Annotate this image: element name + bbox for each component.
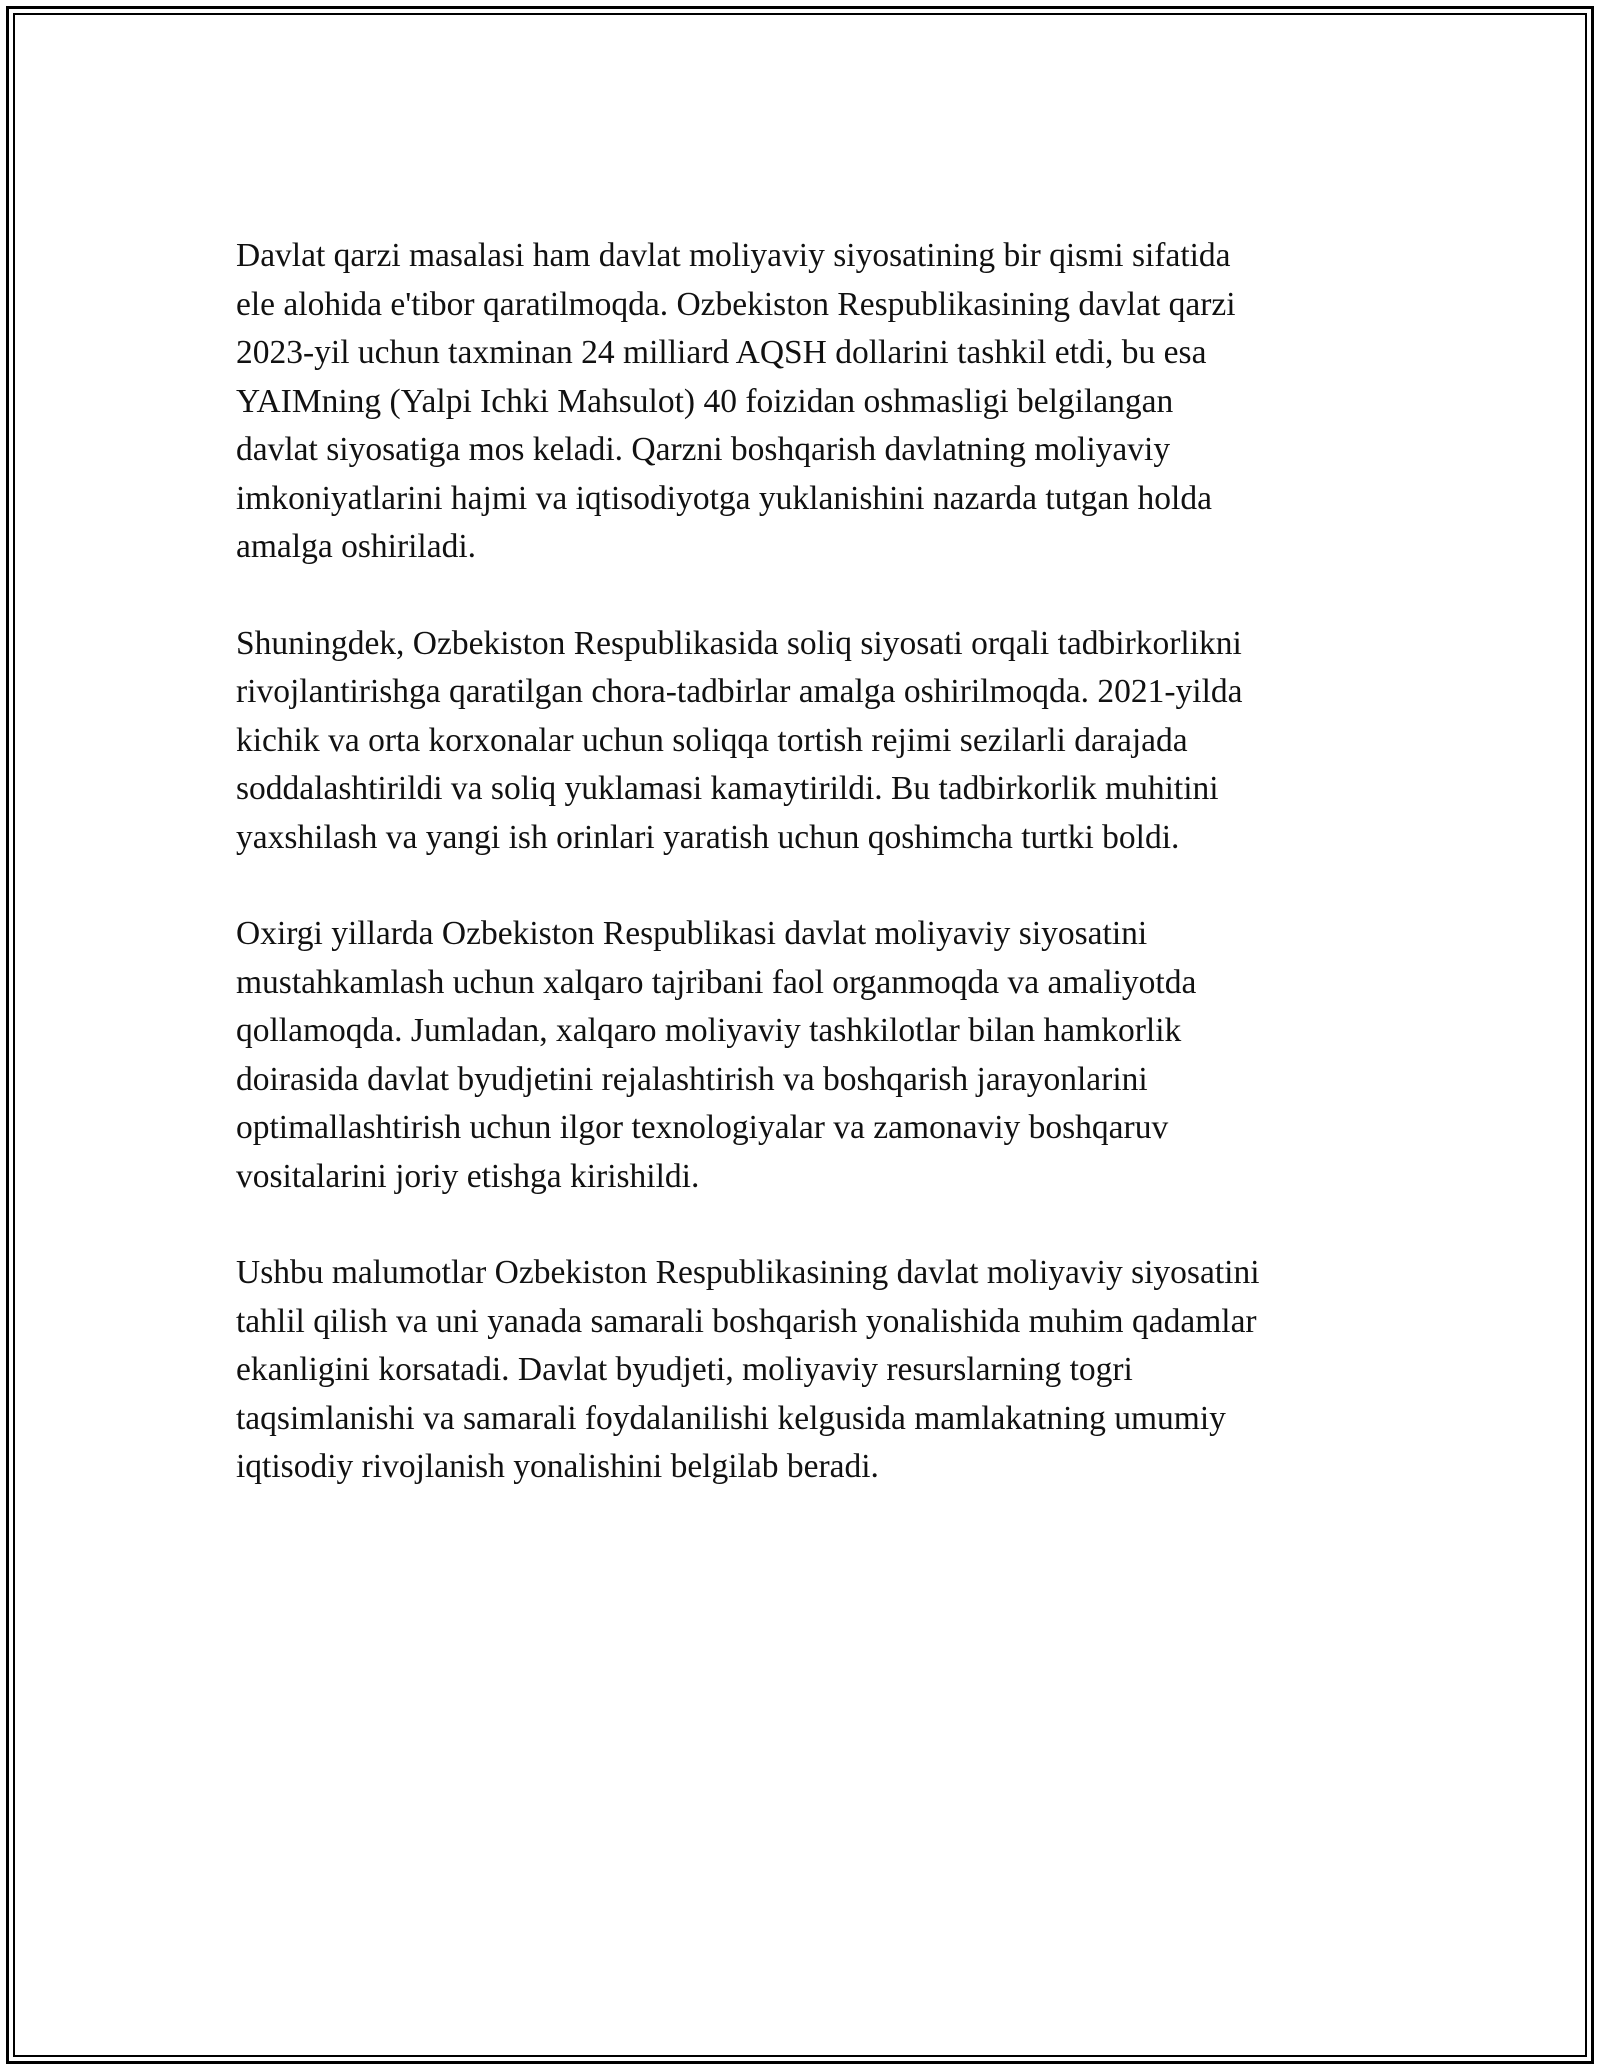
text-line: tahlil qilish va uni yanada samarali boshqarish yonalishida muhim qadamlar xyxy=(236,1302,1257,1340)
paragraph-public-debt xyxy=(236,232,1386,572)
text-line: optimallashtirish uchun ilgor texnologiyalar va zamonaviy boshqaruv xyxy=(236,1109,1169,1146)
text-line: taqsimlanishi va samarali foydalanilishi kelgusida mamlakatning umumiy xyxy=(236,1399,1226,1437)
text-line: 2023-yil uchun taxminan 24 milliard AQSH dollarini tashkil etdi, bu esa xyxy=(236,334,1207,371)
text-line: davlat siyosatiga mos keladi. Qarzni boshqarish davlatning moliyaviy xyxy=(236,431,1171,468)
paragraph-international-experience xyxy=(236,910,1386,1201)
text-line: soddalashtirildi va soliq yuklamasi kamaytirildi. Bu tadbirkorlik muhitini xyxy=(236,770,1219,807)
text-line: iqtisodiy rivojlanish yonalishini belgilab beradi. xyxy=(236,1448,879,1485)
text-line: Oxirgi yillarda Ozbekiston Respublikasi davlat moliyaviy siyosatini xyxy=(236,915,1148,952)
text-line: YAIMning (Yalpi Ichki Mahsulot) 40 foizidan oshmasligi belgilangan xyxy=(236,382,1174,420)
text-line: Shuningdek, Ozbekiston Respublikasida soliq siyosati orqali tadbirkorlikni xyxy=(236,624,1242,662)
text-line: rivojlantirishga qaratilgan chora-tadbirlar amalga oshirilmoqda. 2021-yilda xyxy=(236,673,1243,710)
text-line: ele alohida e'tibor qaratilmoqda. Ozbekiston Respublikasining davlat qarzi xyxy=(236,285,1236,323)
paragraph-conclusion xyxy=(236,1249,1386,1492)
text-line: imkoniyatlarini hajmi va iqtisodiyotga yuklanishini nazarda tutgan holda xyxy=(236,479,1212,517)
text-line: ekanligini korsatadi. Davlat byudjeti, moliyaviy resurslarning togri xyxy=(236,1351,1133,1388)
text-line: doirasida davlat byudjetini rejalashtirish va boshqarish jarayonlarini xyxy=(236,1060,1148,1098)
text-line: qollamoqda. Jumladan, xalqaro moliyaviy tashkilotlar bilan hamkorlik xyxy=(236,1012,1182,1049)
text-line: Ushbu malumotlar Ozbekiston Respublikasining davlat moliyaviy siyosatini xyxy=(236,1254,1260,1291)
text-line: amalga oshiriladi. xyxy=(236,528,477,565)
paragraph-tax-policy xyxy=(236,620,1386,863)
text-line: kichik va orta korxonalar uchun soliqqa tortish rejimi sezilarli darajada xyxy=(236,721,1188,759)
text-line: yaxshilash va yangi ish orinlari yaratish uchun qoshimcha turtki boldi. xyxy=(236,818,1180,856)
text-line: mustahkamlash uchun xalqaro tajribani faol organmoqda va amaliyotda xyxy=(236,963,1197,1001)
text-line: vositalarini joriy etishga kirishildi. xyxy=(236,1157,700,1195)
document-body xyxy=(236,232,1386,1540)
text-line: Davlat qarzi masalasi ham davlat moliyaviy siyosatining bir qismi sifatida xyxy=(236,237,1231,274)
